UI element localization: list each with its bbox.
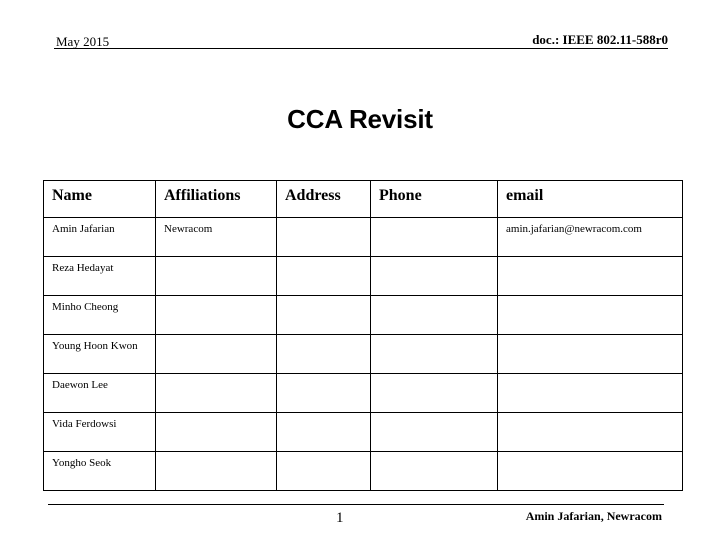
cell-affiliation xyxy=(156,335,277,374)
column-header-affiliations: Affiliations xyxy=(156,181,277,218)
cell-email xyxy=(498,335,683,374)
cell-name: Daewon Lee xyxy=(44,374,156,413)
cell-affiliation: Newracom xyxy=(156,218,277,257)
table-row xyxy=(44,374,683,413)
footer-divider xyxy=(48,504,664,505)
cell-name: Yongho Seok xyxy=(44,452,156,491)
cell-name: Young Hoon Kwon xyxy=(44,335,156,374)
cell-name: Vida Ferdowsi xyxy=(44,413,156,452)
header-date: May 2015 xyxy=(56,34,110,49)
column-header-name: Name xyxy=(44,181,156,218)
cell-address xyxy=(277,218,371,257)
table-row xyxy=(44,218,683,257)
cell-phone xyxy=(371,413,498,452)
cell-email xyxy=(498,257,683,296)
cell-address xyxy=(277,296,371,335)
slide-title: CCA Revisit xyxy=(287,104,433,134)
column-header-email: email xyxy=(498,181,683,218)
cell-affiliation xyxy=(156,413,277,452)
table-row xyxy=(44,296,683,335)
table-row xyxy=(44,413,683,452)
cell-name: Amin Jafarian xyxy=(44,218,156,257)
header-divider xyxy=(54,48,668,49)
cell-email xyxy=(498,413,683,452)
cell-address xyxy=(277,452,371,491)
header-doc-id: doc.: IEEE 802.11-588r0 xyxy=(532,32,668,47)
cell-address xyxy=(277,413,371,452)
column-header-address: Address xyxy=(277,181,371,218)
cell-address xyxy=(277,374,371,413)
cell-address xyxy=(277,335,371,374)
cell-phone xyxy=(371,218,498,257)
table-row xyxy=(44,452,683,491)
page-number: 1 xyxy=(336,510,344,526)
column-header-phone: Phone xyxy=(371,181,498,218)
footer-author: Amin Jafarian, Newracom xyxy=(525,509,662,523)
cell-email xyxy=(498,296,683,335)
cell-affiliation xyxy=(156,374,277,413)
cell-phone xyxy=(371,257,498,296)
cell-phone xyxy=(371,452,498,491)
cell-name: Minho Cheong xyxy=(44,296,156,335)
table-header-row xyxy=(44,181,683,218)
cell-email xyxy=(498,452,683,491)
cell-affiliation xyxy=(156,296,277,335)
cell-affiliation xyxy=(156,452,277,491)
table-row xyxy=(44,335,683,374)
cell-email: amin.jafarian@newracom.com xyxy=(498,218,683,257)
cell-affiliation xyxy=(156,257,277,296)
cell-phone xyxy=(371,374,498,413)
cell-address xyxy=(277,257,371,296)
participants-table xyxy=(43,180,683,491)
table-row xyxy=(44,257,683,296)
cell-name: Reza Hedayat xyxy=(44,257,156,296)
cell-email xyxy=(498,374,683,413)
cell-phone xyxy=(371,296,498,335)
cell-phone xyxy=(371,335,498,374)
